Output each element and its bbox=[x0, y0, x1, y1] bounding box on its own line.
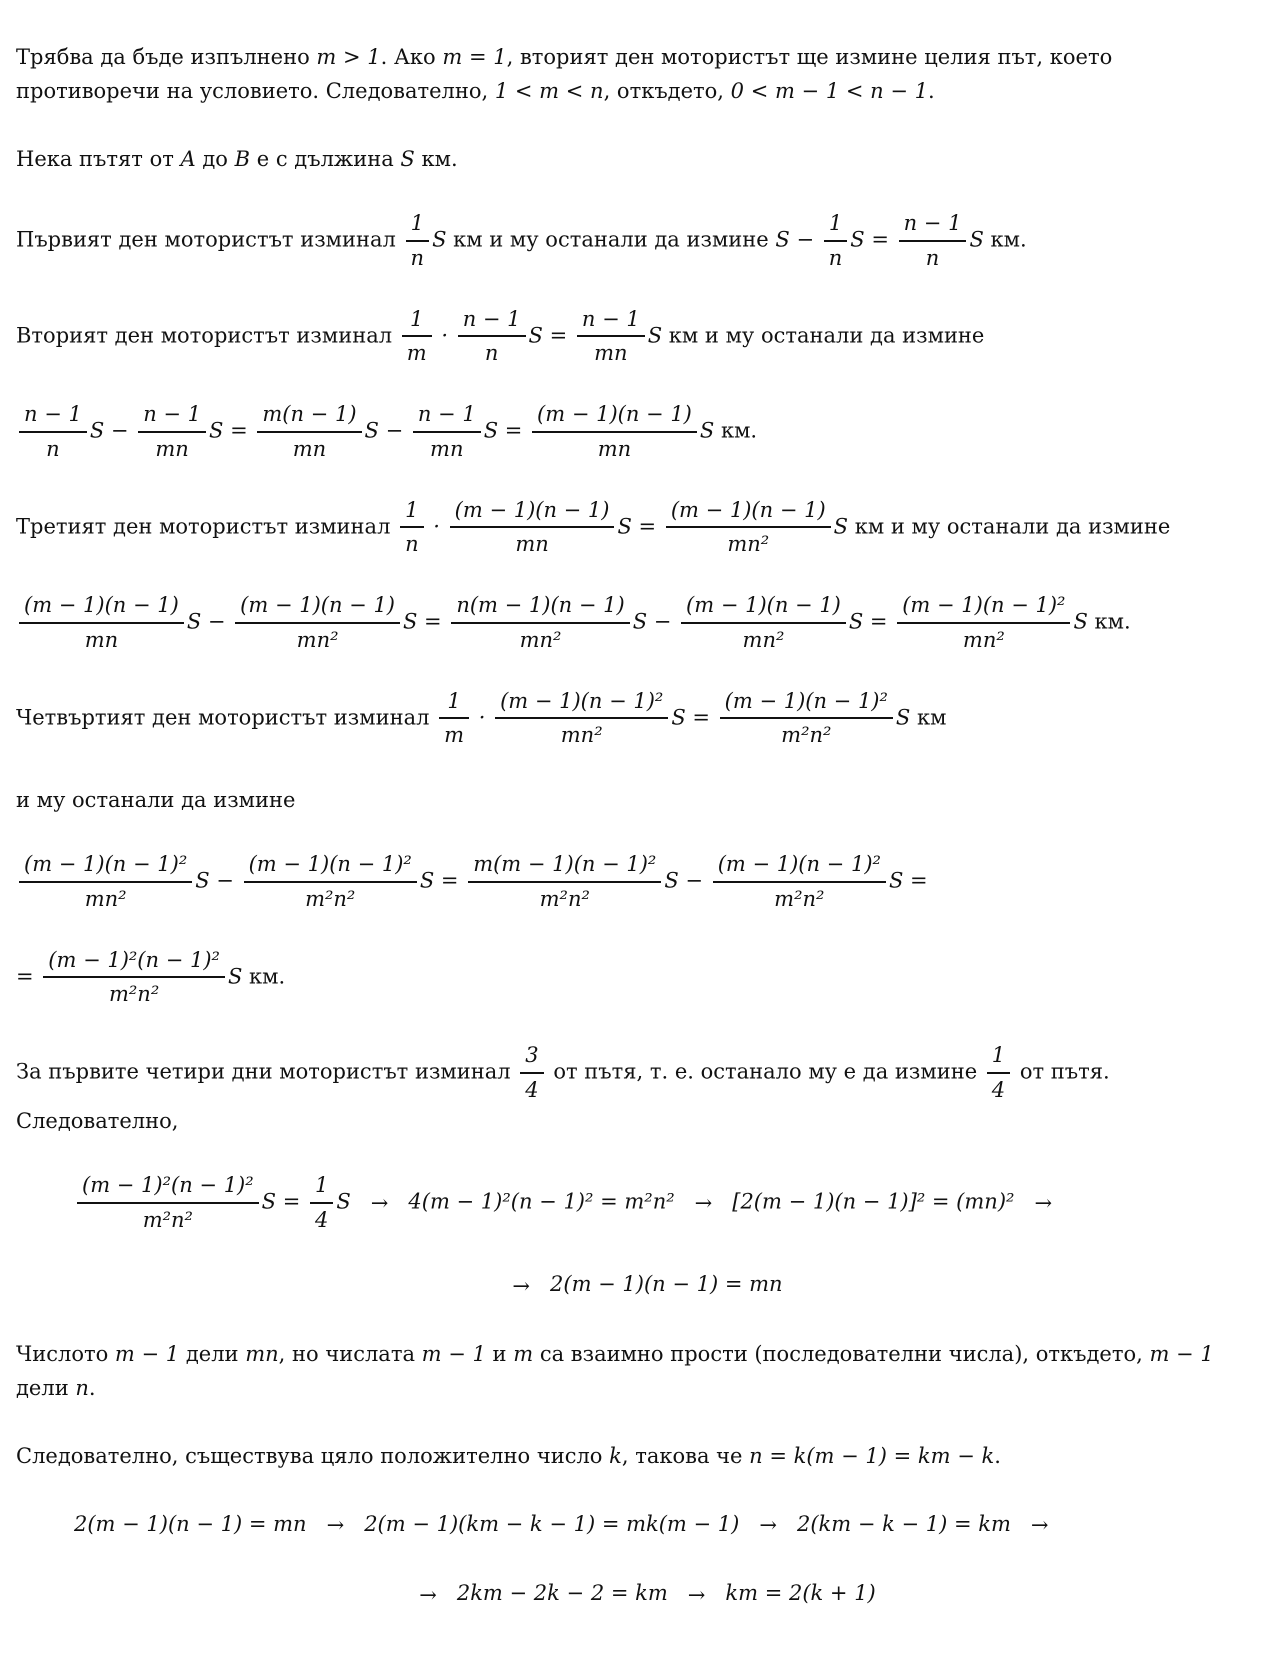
fraction bbox=[720, 688, 893, 750]
math-run: m − 1 bbox=[421, 1341, 486, 1366]
fraction-denominator: n bbox=[925, 245, 940, 270]
text-run: . Ако bbox=[380, 45, 443, 69]
math-run: S bbox=[1073, 609, 1088, 634]
fraction-numerator: n − 1 bbox=[899, 210, 967, 242]
fraction-numerator: 1 bbox=[310, 1172, 333, 1204]
math-run: · bbox=[426, 513, 447, 538]
fraction bbox=[439, 688, 469, 750]
math-run: 0 < m − 1 < n − 1 bbox=[730, 79, 928, 103]
paragraph-14 bbox=[16, 1267, 1259, 1303]
text-run: км. bbox=[1087, 609, 1131, 634]
math-run: 2(m − 1)(n − 1) = mn bbox=[550, 1272, 783, 1297]
fraction-denominator: 4 bbox=[525, 1078, 539, 1103]
fraction bbox=[413, 401, 481, 463]
fraction bbox=[19, 401, 87, 463]
fraction bbox=[138, 401, 206, 463]
math-run: 1 < m < n bbox=[494, 79, 604, 103]
fraction-denominator: m²n² bbox=[781, 723, 832, 748]
fraction-numerator: 3 bbox=[520, 1042, 543, 1074]
fraction bbox=[406, 210, 430, 272]
text-run: км и му останали да измине bbox=[662, 322, 985, 347]
text-run: км. bbox=[414, 147, 458, 171]
fraction bbox=[402, 306, 432, 368]
text-run: дели bbox=[16, 1375, 76, 1400]
fraction bbox=[458, 306, 526, 368]
math-run: S bbox=[227, 963, 243, 988]
text-run: , откъдето, bbox=[603, 79, 731, 103]
fraction bbox=[19, 851, 192, 913]
math-run: S = bbox=[261, 1189, 308, 1214]
fraction-numerator: (m − 1)(n − 1) bbox=[235, 592, 400, 624]
fraction bbox=[899, 210, 967, 272]
text-run: и bbox=[485, 1341, 514, 1366]
fraction bbox=[257, 401, 361, 463]
paragraph-16 bbox=[16, 1439, 1259, 1473]
fraction bbox=[577, 306, 645, 368]
text-run: Вторият ден мотористът изминал bbox=[16, 322, 399, 347]
math-run: S = bbox=[848, 609, 895, 634]
fraction-denominator: mn² bbox=[962, 627, 1005, 652]
fraction-numerator: m(m − 1)(n − 1)² bbox=[468, 851, 661, 883]
math-run: mn bbox=[245, 1341, 279, 1366]
fraction-denominator: 4 bbox=[991, 1078, 1006, 1103]
fraction-numerator: (m − 1)(n − 1)² bbox=[244, 851, 417, 883]
text-run: са взаимно прости (последователни числа), откъдето, bbox=[533, 1341, 1150, 1366]
paragraph-7 bbox=[16, 592, 1259, 654]
math-run: 2(m − 1)(km − k − 1) = mk(m − 1) bbox=[364, 1511, 740, 1536]
fraction-denominator: mn² bbox=[742, 627, 785, 652]
fraction-numerator: 1 bbox=[406, 210, 430, 242]
text-run: За първите четири дни мотористът изминал bbox=[16, 1059, 518, 1084]
fraction-numerator: (m − 1)(n − 1) bbox=[666, 497, 831, 529]
paragraph-2 bbox=[16, 142, 1259, 176]
paragraph-13 bbox=[16, 1172, 1259, 1234]
fraction-denominator: m²n² bbox=[142, 1207, 193, 1232]
math-run: S bbox=[432, 227, 447, 252]
fraction bbox=[468, 851, 661, 913]
math-run: S = bbox=[209, 418, 255, 443]
fraction bbox=[19, 592, 184, 654]
implies-arrow: → bbox=[326, 1513, 345, 1538]
text-run: км и му останали да измине bbox=[848, 513, 1171, 538]
fraction-denominator: m²n² bbox=[539, 886, 590, 911]
fraction bbox=[824, 210, 848, 272]
math-run: [2(m − 1)(n − 1)]² = (mn)² bbox=[732, 1189, 1015, 1214]
implies-arrow: → bbox=[512, 1273, 531, 1298]
fraction bbox=[451, 592, 629, 654]
math-run: S − bbox=[195, 868, 241, 893]
fraction bbox=[244, 851, 417, 913]
text-run: Първият ден мотористът изминал bbox=[16, 227, 403, 252]
fraction-denominator: n bbox=[405, 532, 419, 557]
fraction-denominator: mn bbox=[515, 532, 549, 557]
fraction bbox=[520, 1042, 543, 1104]
fraction-denominator: 4 bbox=[315, 1207, 329, 1232]
fraction-numerator: 1 bbox=[824, 210, 848, 242]
math-run: k bbox=[609, 1443, 622, 1468]
text-run: Числото bbox=[16, 1341, 115, 1366]
fraction-denominator: mn² bbox=[296, 627, 339, 652]
math-run: · bbox=[434, 322, 455, 347]
fraction bbox=[495, 688, 668, 750]
fraction bbox=[450, 497, 615, 559]
math-run: = bbox=[16, 963, 41, 988]
fraction bbox=[713, 851, 886, 913]
fraction bbox=[666, 497, 831, 559]
implies-arrow: → bbox=[419, 1582, 437, 1607]
paragraph-8 bbox=[16, 688, 1259, 750]
math-run: S bbox=[699, 418, 715, 443]
document-content bbox=[16, 40, 1259, 1612]
fraction-numerator: (m − 1)²(n − 1)² bbox=[77, 1172, 259, 1204]
math-run: m bbox=[513, 1341, 534, 1366]
text-run: дели bbox=[179, 1341, 246, 1366]
paragraph-15 bbox=[16, 1337, 1259, 1405]
text-run: км. bbox=[983, 227, 1027, 252]
paragraph-5 bbox=[16, 401, 1259, 463]
paragraph-6 bbox=[16, 497, 1259, 559]
paragraph-18 bbox=[16, 1576, 1259, 1612]
math-run: m − 1 bbox=[1149, 1341, 1214, 1366]
math-run: S = bbox=[671, 704, 717, 729]
fraction-denominator: mn bbox=[597, 436, 632, 461]
fraction-numerator: (m − 1)(n − 1) bbox=[19, 592, 184, 624]
fraction-denominator: mn² bbox=[560, 723, 603, 748]
paragraph-10 bbox=[16, 851, 1259, 913]
fraction-numerator: n − 1 bbox=[577, 306, 645, 338]
implies-arrow: → bbox=[694, 1190, 713, 1215]
math-run: S = bbox=[419, 868, 466, 893]
text-run: . bbox=[927, 79, 935, 103]
math-run: S bbox=[895, 704, 911, 729]
text-run: км. bbox=[242, 963, 286, 988]
text-run: Четвъртият ден мотористът изминал bbox=[16, 704, 437, 729]
implies-arrow: → bbox=[687, 1582, 706, 1607]
math-run: S − bbox=[364, 418, 410, 443]
math-run: m > 1 bbox=[316, 45, 381, 69]
math-run: S − bbox=[775, 227, 821, 252]
fraction bbox=[400, 497, 424, 559]
fraction-denominator: m²n² bbox=[774, 886, 825, 911]
fraction-numerator: (m − 1)(n − 1)² bbox=[495, 688, 668, 720]
text-run: , вторият ден мотористът ще измине целия път, което противоречи на условието. Следователно, bbox=[16, 45, 1113, 103]
fraction-denominator: mn bbox=[430, 436, 464, 461]
fraction-numerator: n(m − 1)(n − 1) bbox=[451, 592, 629, 624]
implies-arrow: → bbox=[370, 1190, 389, 1215]
text-run: Трябва да бъде изпълнено bbox=[16, 45, 317, 69]
text-run: Следователно, съществува цяло положително число bbox=[16, 1443, 610, 1468]
math-run: S − bbox=[632, 609, 679, 634]
implies-arrow: → bbox=[1034, 1190, 1053, 1215]
paragraph-1 bbox=[16, 40, 1259, 108]
fraction-numerator: 1 bbox=[987, 1042, 1010, 1074]
fraction-denominator: mn² bbox=[727, 532, 770, 557]
fraction-denominator: m bbox=[406, 341, 427, 366]
math-run: S bbox=[833, 513, 849, 538]
math-run: S = bbox=[528, 322, 574, 347]
fraction-denominator: n bbox=[484, 341, 499, 366]
fraction-numerator: (m − 1)²(n − 1)² bbox=[43, 947, 225, 979]
fraction bbox=[681, 592, 846, 654]
math-run: 2km − 2k − 2 = km bbox=[456, 1581, 668, 1606]
fraction-denominator: m²n² bbox=[305, 886, 356, 911]
fraction bbox=[987, 1042, 1010, 1104]
math-run: 4(m − 1)²(n − 1)² = m²n² bbox=[408, 1189, 675, 1214]
implies-arrow: → bbox=[1030, 1513, 1049, 1538]
text-run: Нека пътят от bbox=[16, 147, 181, 171]
fraction-numerator: n − 1 bbox=[413, 401, 481, 433]
math-run: n bbox=[75, 1375, 89, 1400]
text-run: , такова че bbox=[621, 1443, 750, 1468]
math-run: S bbox=[400, 147, 415, 171]
fraction-numerator: n − 1 bbox=[19, 401, 87, 433]
fraction bbox=[235, 592, 400, 654]
text-run: е с дължина bbox=[250, 147, 401, 171]
text-run: . bbox=[88, 1375, 96, 1400]
fraction bbox=[897, 592, 1070, 654]
math-run: S = bbox=[403, 609, 449, 634]
fraction-numerator: (m − 1)(n − 1)² bbox=[713, 851, 886, 883]
math-run: S = bbox=[483, 418, 530, 443]
text-run: , но числата bbox=[278, 1341, 422, 1366]
fraction-numerator: (m − 1)(n − 1)² bbox=[897, 592, 1070, 624]
implies-arrow: → bbox=[759, 1513, 777, 1538]
fraction bbox=[43, 947, 225, 1009]
fraction-denominator: n bbox=[828, 245, 843, 270]
math-run: km = 2(k + 1) bbox=[725, 1581, 876, 1606]
math-run: B bbox=[234, 147, 251, 171]
math-run: S = bbox=[850, 227, 896, 252]
fraction bbox=[77, 1172, 259, 1234]
fraction-denominator: m²n² bbox=[108, 982, 160, 1007]
text-run: до bbox=[195, 147, 235, 171]
text-run: км bbox=[910, 704, 947, 729]
fraction-numerator: (m − 1)(n − 1) bbox=[450, 497, 615, 529]
paragraph-12 bbox=[16, 1042, 1259, 1138]
fraction bbox=[532, 401, 697, 463]
paragraph-17 bbox=[16, 1507, 1259, 1543]
paragraph-4 bbox=[16, 306, 1259, 368]
math-run: A bbox=[180, 147, 196, 171]
text-run: км и му останали да измине bbox=[446, 227, 776, 252]
fraction-denominator: n bbox=[46, 436, 60, 461]
fraction-numerator: n − 1 bbox=[138, 401, 206, 433]
fraction-denominator: mn bbox=[155, 436, 189, 461]
fraction-numerator: (m − 1)(n − 1)² bbox=[19, 851, 192, 883]
math-run: S bbox=[647, 322, 663, 347]
math-run: 2(m − 1)(n − 1) = mn bbox=[74, 1511, 307, 1536]
math-run: S bbox=[969, 227, 984, 252]
text-run: Третият ден мотористът изминал bbox=[16, 513, 398, 538]
math-run: S = bbox=[888, 868, 928, 893]
fraction-denominator: mn bbox=[594, 341, 628, 366]
fraction bbox=[310, 1172, 333, 1234]
text-run: км. bbox=[714, 418, 758, 443]
math-run: S − bbox=[89, 418, 136, 443]
paragraph-11 bbox=[16, 947, 1259, 1009]
math-run: S − bbox=[664, 868, 710, 893]
fraction-denominator: n bbox=[410, 245, 425, 270]
text-run: и му останали да измине bbox=[16, 788, 296, 813]
fraction-numerator: 1 bbox=[402, 306, 432, 338]
fraction-numerator: m(n − 1) bbox=[257, 401, 361, 433]
math-run: m − 1 bbox=[114, 1341, 180, 1366]
paragraph-3 bbox=[16, 210, 1259, 272]
text-run: от пътя. Следователно, bbox=[16, 1059, 1110, 1133]
math-run: m = 1 bbox=[442, 45, 507, 69]
math-run: · bbox=[472, 704, 493, 729]
fraction-numerator: (m − 1)(n − 1) bbox=[681, 592, 846, 624]
math-run: n = k(m − 1) = km − k bbox=[749, 1443, 995, 1468]
fraction-denominator: mn² bbox=[519, 627, 562, 652]
fraction-denominator: mn² bbox=[84, 886, 127, 911]
fraction-numerator: 1 bbox=[439, 688, 469, 720]
fraction-numerator: (m − 1)(n − 1)² bbox=[720, 688, 893, 720]
text-run: от пътя, т. е. останало му е да измине bbox=[546, 1059, 984, 1084]
paragraph-9 bbox=[16, 783, 1259, 817]
math-run: S − bbox=[186, 609, 233, 634]
math-run: 2(km − k − 1) = km bbox=[796, 1511, 1011, 1536]
fraction-numerator: n − 1 bbox=[458, 306, 526, 338]
fraction-numerator: 1 bbox=[400, 497, 424, 529]
fraction-denominator: mn bbox=[292, 436, 327, 461]
fraction-denominator: mn bbox=[84, 627, 119, 652]
text-run: . bbox=[994, 1443, 1001, 1468]
fraction-numerator: (m − 1)(n − 1) bbox=[532, 401, 697, 433]
fraction-denominator: m bbox=[444, 723, 465, 748]
math-run: S = bbox=[617, 513, 663, 538]
math-run: S bbox=[336, 1189, 351, 1214]
